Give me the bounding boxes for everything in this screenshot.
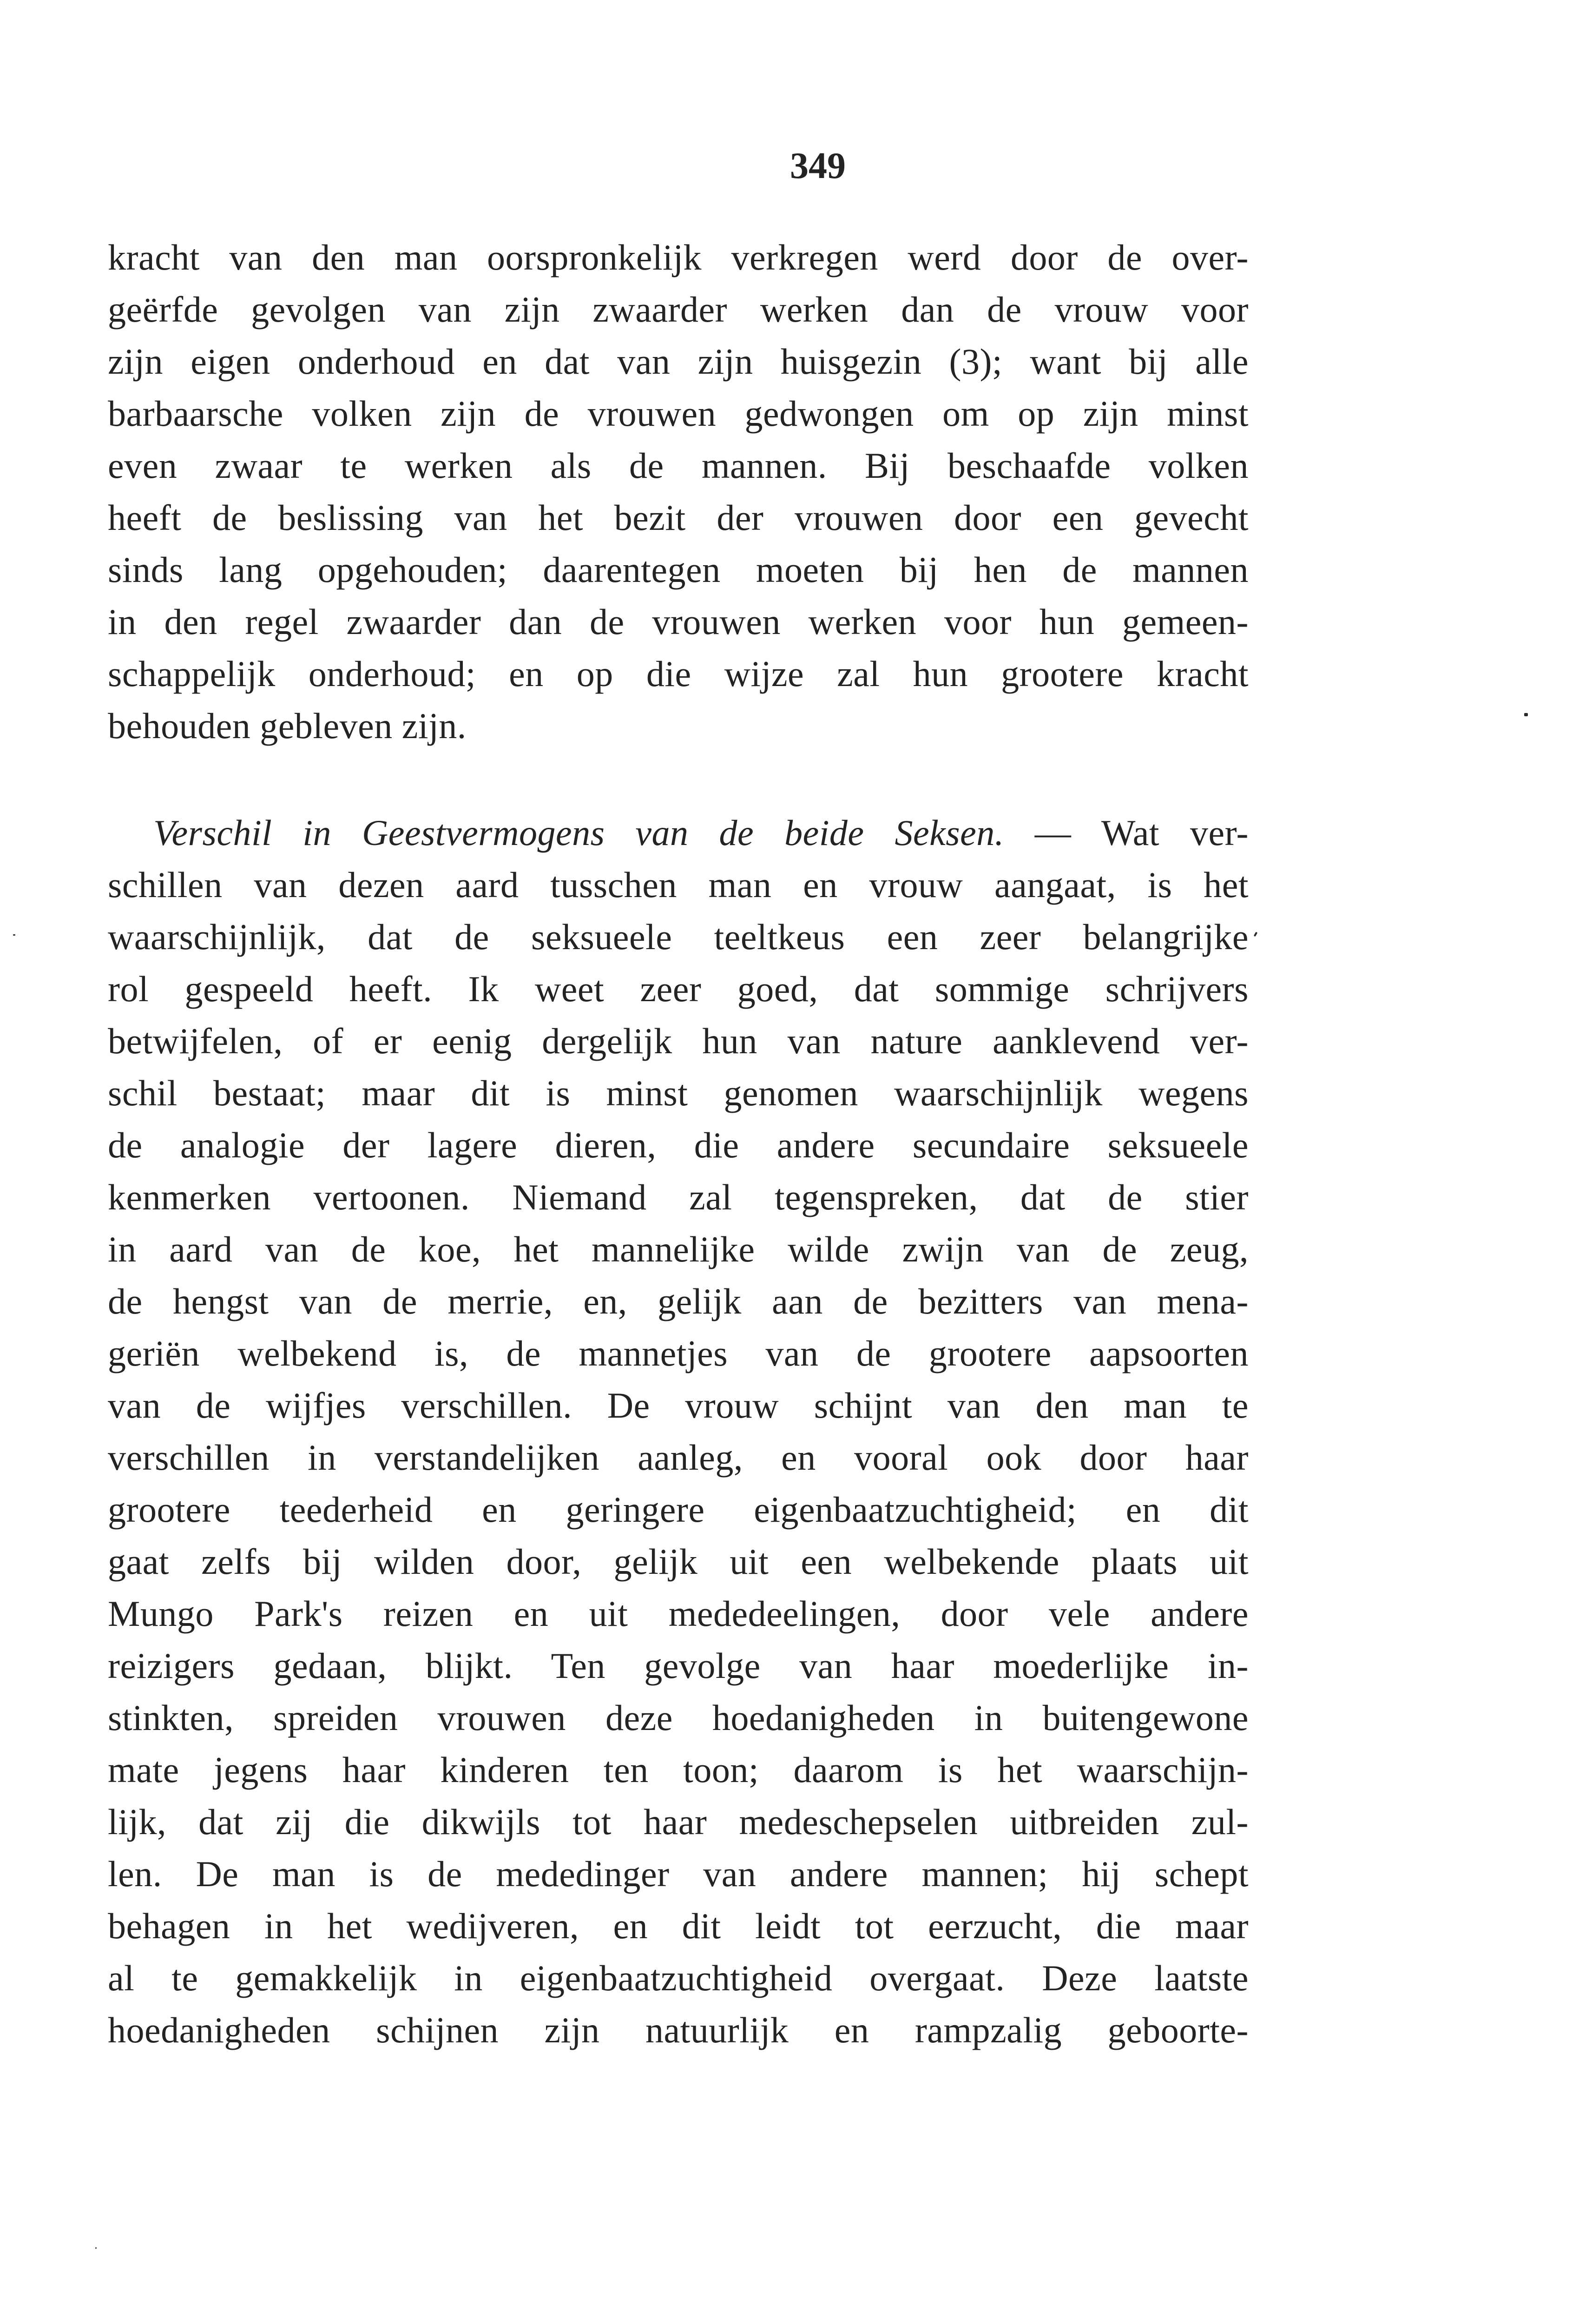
text-line: de hengst van de merrie, en, gelijk aan de bezitters van mena-: [108, 1281, 1249, 1321]
text-line: zijn eigen onderhoud en dat van zijn huisgezin (3); want bij alle: [108, 341, 1249, 382]
text-line: schappelijk onderhoud; en op die wijze zal hun grootere kracht: [108, 654, 1249, 694]
text-line: sinds lang opgehouden; daarentegen moeten bij hen de mannen: [108, 549, 1249, 590]
text-line: betwijfelen, of er eenig dergelijk hun van nature aanklevend ver-: [108, 1021, 1249, 1061]
text-line: van de wijfjes verschillen. De vrouw schijnt van den man te: [108, 1385, 1249, 1426]
text-line: reizigers gedaan, blijkt. Ten gevolge van haar moederlijke in-: [108, 1645, 1249, 1686]
text-line: kracht van den man oorspronkelijk verkregen werd door de over-: [108, 237, 1249, 277]
text-line: in den regel zwaarder dan de vrouwen werken voor hun gemeen-: [108, 601, 1249, 642]
scan-speck: [1254, 932, 1257, 937]
text-line: schillen van dezen aard tusschen man en vrouw aangaat, is het: [108, 865, 1249, 905]
section-heading: Verschil in Geestvermogens van de beide Seksen.: [153, 812, 1004, 853]
text-line: in aard van de koe, het mannelijke wilde zwijn van de zeug,: [108, 1229, 1249, 1269]
section-heading-line: [108, 807, 1249, 859]
text-line: hoedanigheden schijnen zijn natuurlijk en rampzalig geboorte-: [108, 2010, 1249, 2050]
text-line: lijk, dat zij die dikwijls tot haar medeschepselen uitbreiden zul-: [108, 1802, 1249, 1842]
paragraph-2: [108, 807, 1249, 2056]
text-line: schil bestaat; maar dit is minst genomen waarschijnlijk wegens: [108, 1073, 1249, 1113]
text-line: al te gemakkelijk in eigenbaatzuchtigheid overgaat. Deze laatste: [108, 1958, 1249, 1998]
text-line: heeft de beslissing van het bezit der vrouwen door een gevecht: [108, 497, 1249, 538]
text-line: stinkten, spreiden vrouwen deze hoedanigheden in buitengewone: [108, 1697, 1249, 1738]
text-line: barbaarsche volken zijn de vrouwen gedwongen om op zijn minst: [108, 393, 1249, 434]
text-line: geriën welbekend is, de mannetjes van de grootere aapsoorten: [108, 1333, 1249, 1373]
text-line: gaat zelfs bij wilden door, gelijk uit een welbekende plaats uit: [108, 1541, 1249, 1582]
text-line: waarschijnlijk, dat de seksueele teeltkeus een zeer belangrijke: [108, 917, 1249, 957]
text-line: rol gespeeld heeft. Ik weet zeer goed, dat sommige schrijvers: [108, 969, 1249, 1009]
scan-speck: [95, 2247, 97, 2249]
text-line: behouden gebleven zijn.: [108, 706, 467, 746]
heading-continuation: — Wat ver-: [1004, 812, 1249, 853]
text-line: grootere teederheid en geringere eigenbaatzuchtigheid; en dit: [108, 1489, 1249, 1530]
text-line: behagen in het wedijveren, en dit leidt tot eerzucht, die maar: [108, 1906, 1249, 1946]
scan-speck: [13, 934, 15, 936]
text-line: de analogie der lagere dieren, die andere secundaire seksueele: [108, 1125, 1249, 1165]
scan-speck: [1524, 713, 1528, 716]
paragraph-2-lines: [108, 859, 1249, 2056]
text-line: even zwaar te werken als de mannen. Bij beschaafde volken: [108, 445, 1249, 486]
text-line: Mungo Park's reizen en uit mededeelingen, door vele andere: [108, 1593, 1249, 1634]
text-line: mate jegens haar kinderen ten toon; daarom is het waarschijn-: [108, 1750, 1249, 1790]
paragraph-1: [108, 231, 1249, 752]
page-number: 349: [790, 145, 846, 186]
text-line: kenmerken vertoonen. Niemand zal tegenspreken, dat de stier: [108, 1177, 1249, 1217]
text-line: geërfde gevolgen van zijn zwaarder werken dan de vrouw voor: [108, 289, 1249, 330]
text-line: verschillen in verstandelijken aanleg, en vooral ook door haar: [108, 1437, 1249, 1478]
text-line: len. De man is de mededinger van andere mannen; hij schept: [108, 1854, 1249, 1894]
